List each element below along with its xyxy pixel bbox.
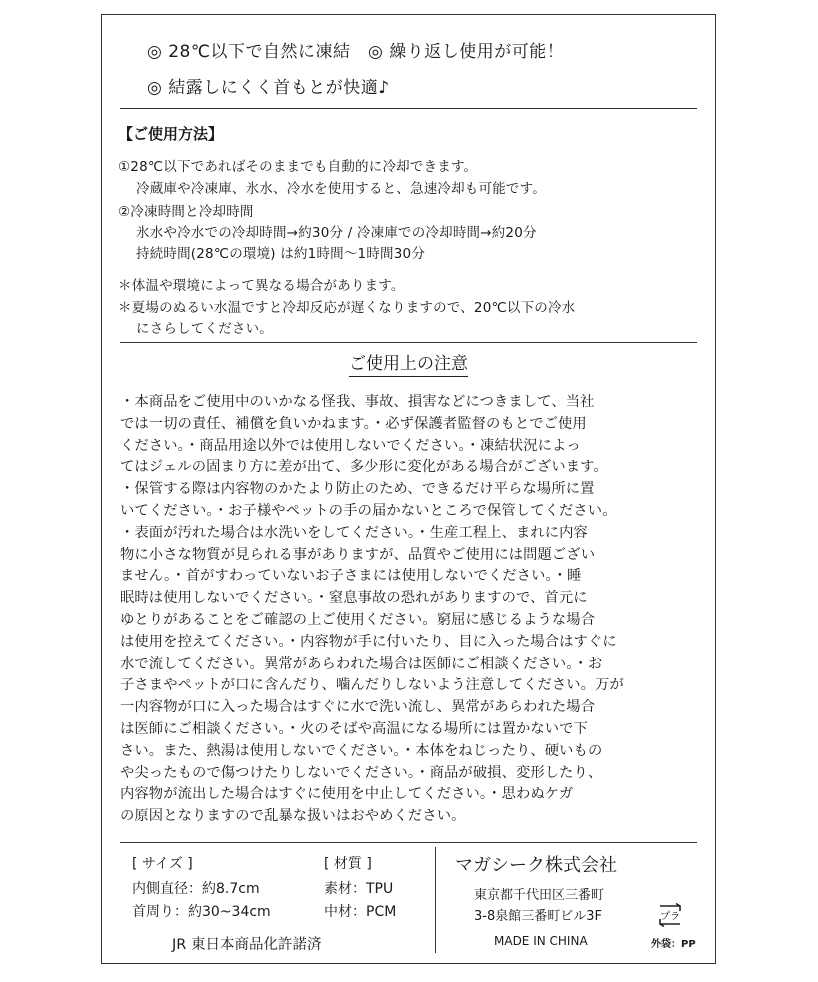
caution-line: 内容物が流出した場合はすぐに使用を中止してください。・思わぬケガ (120, 786, 574, 803)
bag-material-label: 外袋：PP (651, 939, 696, 950)
recycle-mark-icon (654, 902, 686, 928)
core-material: 中材：PCM (324, 904, 397, 920)
caution-line: は使用を控えてください。・内容物が手に付いたり、目に入った場合はすぐに (120, 633, 617, 650)
feature-line-2: ◎ 結露しにくく首もとが快適♪ (147, 78, 390, 98)
svg-text:プラ: プラ (660, 911, 680, 923)
caution-line: 物に小さな物質が見られる事がありますが、品質やご使用には問題ござい (120, 546, 596, 563)
usage-line: ②冷凍時間と冷却時間 (118, 204, 254, 220)
origin: MADE IN CHINA (494, 934, 588, 948)
footer-divider (435, 847, 436, 953)
caution-line: は医師にご相談ください。・火のそばや高温になる場所には置かないで下 (120, 720, 588, 737)
usage-note: ＊夏場のぬるい水温ですと冷却反応が遅くなりますので、20℃以下の冷水 (118, 300, 576, 316)
caution-line: や尖ったもので傷つけたりしないでください。・商品が破損、変形したり、 (120, 764, 603, 781)
caution-title: ご使用上の注意 (102, 349, 715, 374)
usage-line: 氷水や冷水での冷却時間→約30分 / 冷凍庫での冷却時間→約20分 (136, 225, 537, 241)
usage-line: 冷蔵庫や冷凍庫、氷水、冷水を使用すると、急速冷却も可能です。 (136, 181, 546, 197)
caution-line: ・本商品をご使用中のいかなる怪我、事故、損害などにつきまして、当社 (120, 394, 595, 410)
caution-line: 眠時は使用しないでください。・窒息事故の恐れがありますので、首元に (120, 590, 588, 607)
divider (120, 342, 697, 343)
inner-diameter: 内側直径：約8.7cm (132, 881, 260, 897)
caution-line: ません。・首がすわっていないお子さまには使用しないでください。・睡 (120, 568, 582, 585)
caution-line: てはジェルの固まり方に差が出て、多少形に変化がある場合がございます。 (120, 459, 608, 476)
product-label-card (101, 14, 716, 964)
company-address-1: 東京都千代田区三番町 (474, 888, 605, 903)
usage-line: 持続時間(28℃の環境) は約1時間〜1時間30分 (136, 246, 426, 262)
neck-size: 首周り：約30~34cm (132, 904, 271, 920)
caution-line: ゆとりがあることをご確認の上ご使用ください。窮屈に感じるような場合 (120, 611, 596, 628)
caution-line: いてください。・お子様やペットの手の届かないところで保管してください。 (120, 502, 617, 519)
caution-line: 水で流してください。異常があらわれた場合は医師にご相談ください。・お (120, 655, 603, 672)
license-note: JR 東日本商品化許諾済 (172, 937, 322, 953)
usage-note: ＊体温や環境によって異なる場合があります。 (118, 278, 405, 294)
company-address-2: 3-8泉館三番町ビル3F (474, 909, 602, 924)
company-name: マガシーク株式会社 (455, 855, 617, 876)
material: 素材：TPU (324, 881, 394, 897)
size-title: [ サイズ ] (132, 856, 193, 872)
caution-line: さい。また、熱湯は使用しないでください。・本体をねじったり、硬いもの (120, 742, 603, 759)
caution-line: 一内容物が口に入った場合はすぐに水で洗い流し、異常があらわれた場合 (120, 699, 596, 716)
caution-line: ・保管する際は内容物のかたより防止のため、できるだけ平らな場所に置 (120, 481, 595, 498)
divider (120, 108, 697, 109)
caution-line: ください。・商品用途以外では使用しないでください。・凍結状況によっ (120, 437, 581, 454)
usage-note: にさらしてください。 (136, 321, 273, 337)
caution-body (120, 392, 700, 828)
usage-line: ①28℃以下であればそのままでも自動的に冷却できます。 (118, 159, 478, 175)
material-title: [ 材質 ] (324, 856, 372, 872)
caution-line: の原因となりますので乱暴な扱いはおやめください。 (120, 808, 466, 825)
usage-title: 【ご使用方法】 (118, 125, 224, 143)
divider (120, 842, 697, 843)
caution-line: では一切の責任、補償を負いかねます。・必ず保護者監督のもとでご使用 (120, 415, 587, 432)
caution-line: 子さまやペットが口に含んだり、噛んだりしないよう注意してください。万が (120, 677, 624, 694)
caution-line: ・表面が汚れた場合は水洗いをしてください。・生産工程上、まれに内容 (120, 524, 588, 541)
feature-line-1: ◎ 28℃以下で自然に凍結 ◎ 繰り返し使用が可能！ (147, 42, 565, 62)
